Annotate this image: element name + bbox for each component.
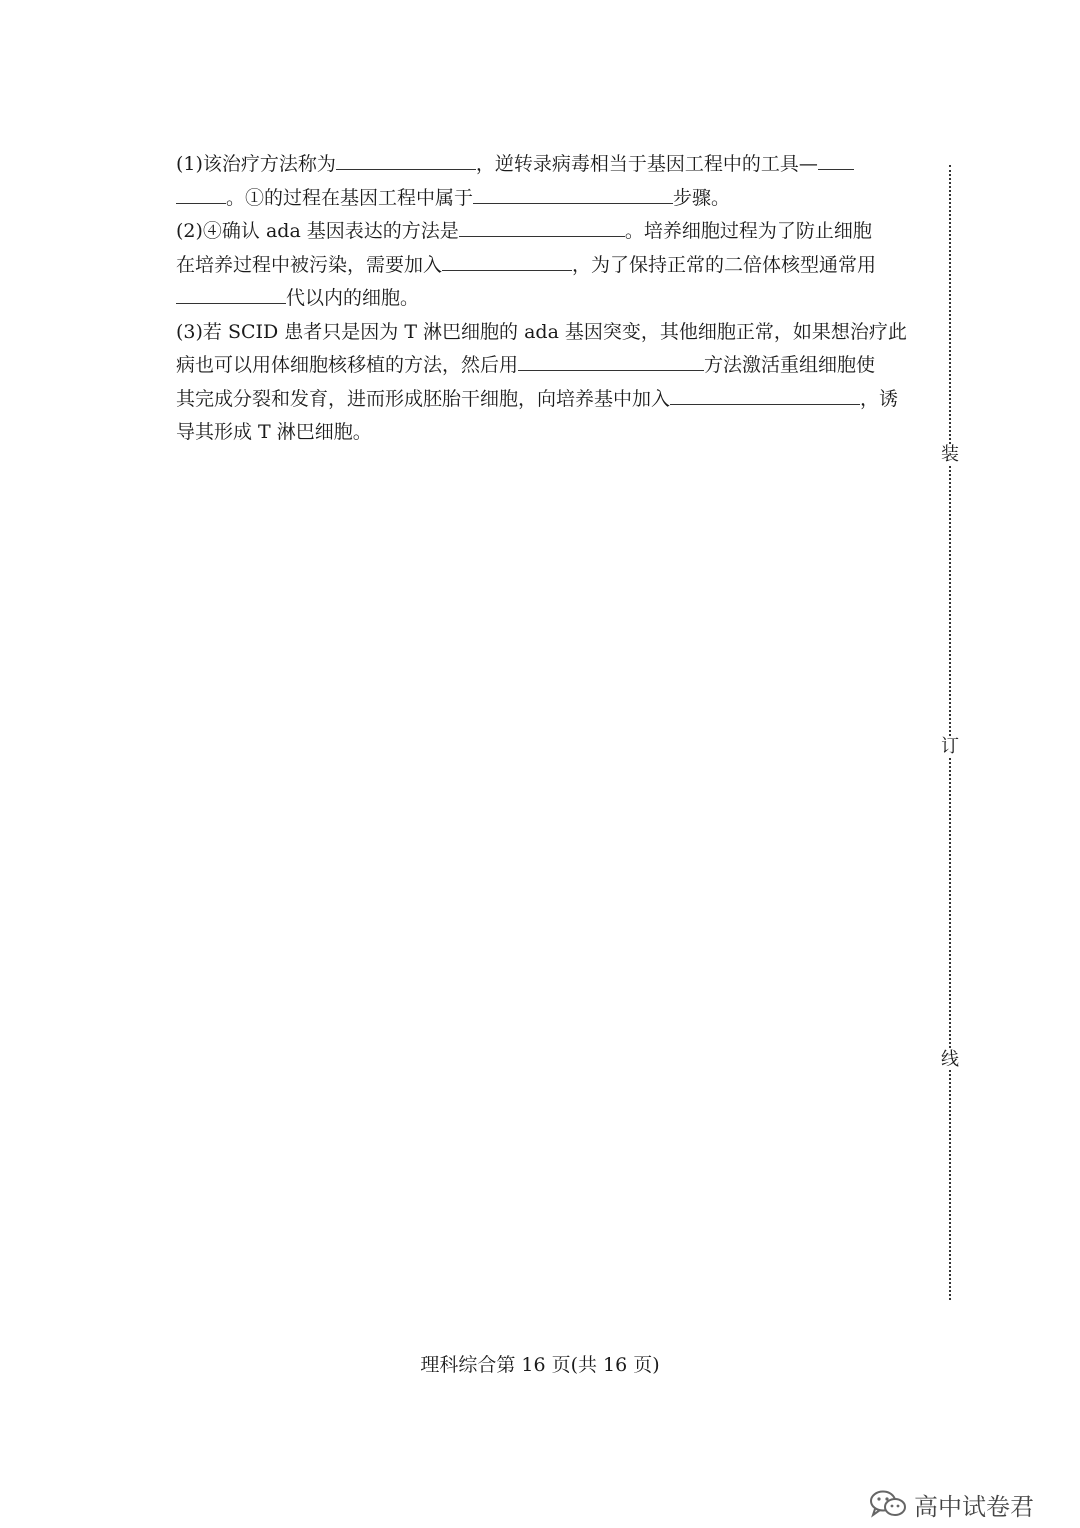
q2-text: 代以内的细胞。	[286, 287, 420, 309]
q1-text: 。①的过程在基因工程中属于	[226, 186, 474, 209]
q2-text: 在培养过程中被污染，需要加入	[176, 253, 443, 276]
q3-text: (3)若 SCID 患者只是因为 T 淋巴细胞的 ada 基因突变，其他细胞正常，如果想治疗此	[176, 320, 907, 343]
q2-line1	[176, 215, 876, 249]
answer-blank[interactable]	[176, 183, 226, 204]
q2-line3	[176, 282, 876, 316]
q1-line2	[176, 182, 876, 216]
q3-text: 病也可以用体细胞核移植的方法，然后用	[176, 354, 519, 376]
q2-line2	[176, 249, 876, 283]
q2-text: (2)④确认 ada 基因表达的方法是	[176, 220, 459, 242]
question-block	[176, 148, 907, 450]
binding-label-xian: 线	[941, 1049, 959, 1070]
answer-blank[interactable]	[336, 149, 476, 170]
answer-blank[interactable]	[459, 216, 625, 237]
q2-text: ，为了保持正常的二倍体核型通常用	[572, 253, 877, 276]
q1-text: ，逆转录病毒相当于基因工程中的工具—	[475, 153, 818, 175]
q3-line1	[176, 316, 907, 350]
q1-text: 步骤。	[673, 186, 731, 209]
q3-line4	[176, 416, 876, 450]
answer-blank[interactable]	[818, 149, 854, 170]
q3-text: 方法激活重组细胞使	[704, 354, 876, 376]
wechat-icon	[868, 1489, 908, 1519]
q3-text: 导其形成 T 淋巴细胞。	[176, 421, 372, 443]
answer-blank[interactable]	[518, 350, 704, 371]
watermark-text: 高中试卷君	[914, 1492, 1034, 1521]
binding-margin	[940, 165, 960, 1300]
q3-text: ，诱	[860, 387, 899, 410]
binding-label-zhuang: 装	[941, 444, 959, 465]
page-footer: 理科综合第 16 页(共 16 页)	[420, 1354, 660, 1376]
answer-blank[interactable]	[442, 250, 572, 271]
q3-line3	[176, 383, 899, 417]
binding-label-ding: 订	[941, 736, 959, 757]
binding-dotted-line	[949, 165, 951, 1300]
answer-blank[interactable]	[176, 283, 286, 304]
answer-blank[interactable]	[670, 384, 860, 405]
watermark	[868, 1486, 1034, 1522]
q3-line2	[176, 349, 876, 383]
answer-blank[interactable]	[473, 183, 673, 204]
q2-text: 。培养细胞过程为了防止细胞	[624, 220, 872, 242]
q3-text: 其完成分裂和发育，进而形成胚胎干细胞，向培养基中加入	[176, 387, 671, 410]
q1-text: (1)该治疗方法称为	[176, 153, 336, 175]
q1-line1	[176, 148, 876, 182]
